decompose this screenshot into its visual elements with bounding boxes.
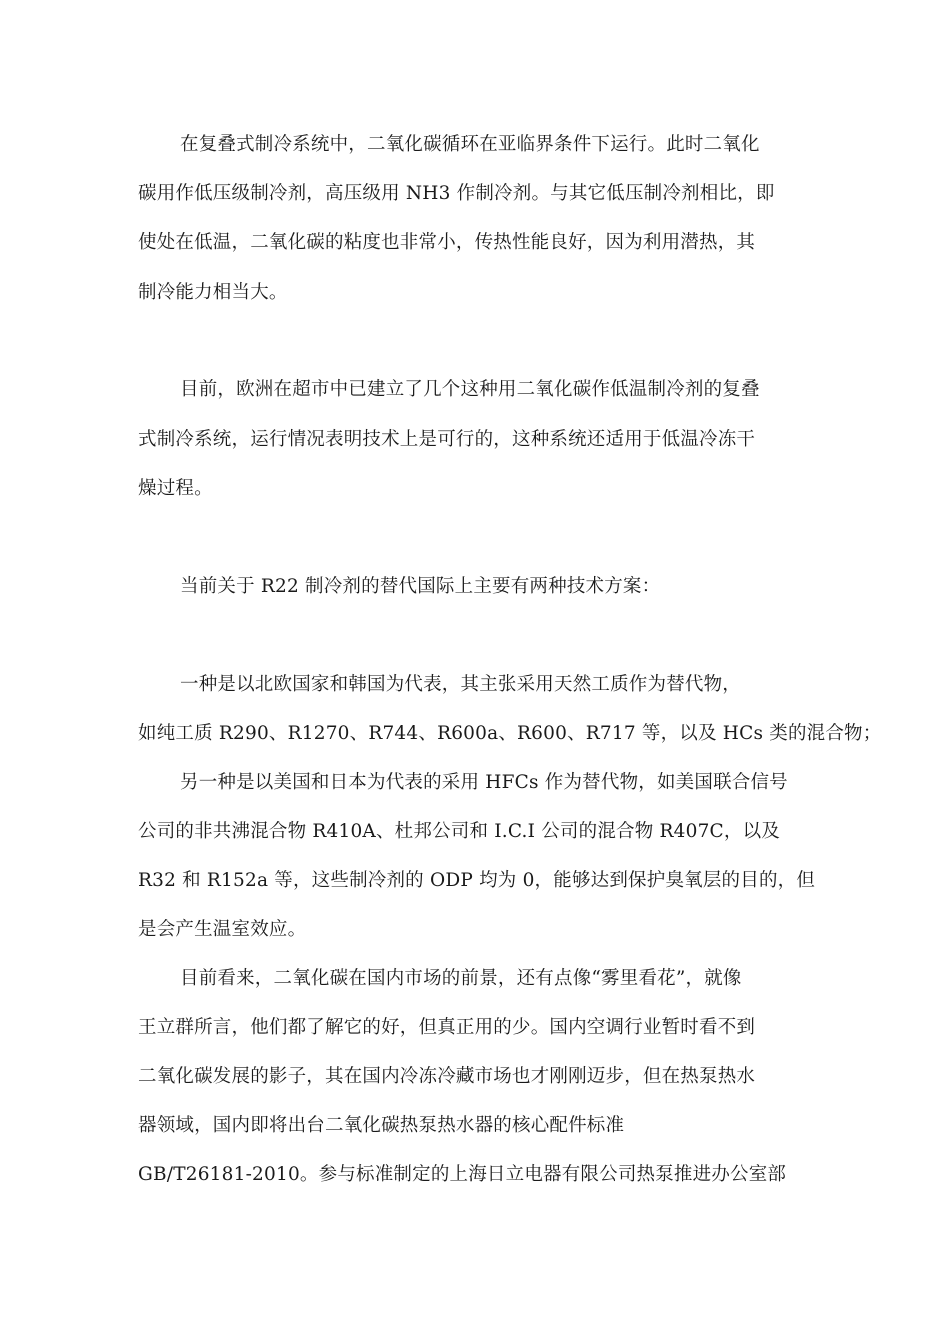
paragraph-6-line-3: 二氧化碳发展的影子，其在国内冷冻冷藏市场也才刚刚迈步，但在热泵热水 — [138, 1066, 756, 1087]
paragraph-1-line-2: 碳用作低压级制冷剂，高压级用 NH3 作制冷剂。与其它低压制冷剂相比，即 — [138, 183, 775, 204]
paragraph-6-line-5: GB/T26181-2010。参与标准制定的上海日立电器有限公司热泵推进办公室部 — [138, 1164, 787, 1185]
paragraph-1-line-1: 在复叠式制冷系统中，二氧化碳循环在亚临界条件下运行。此时二氧化 — [180, 134, 760, 155]
paragraph-2-line-3: 燥过程。 — [138, 478, 213, 499]
paragraph-6-line-2: 王立群所言，他们都了解它的好，但真正用的少。国内空调行业暂时看不到 — [138, 1017, 756, 1038]
paragraph-4-line-2: 如纯工质 R290、R1270、R744、R600a、R600、R717 等，以及 HCs 类的混合物； — [138, 723, 882, 744]
paragraph-1-line-4: 制冷能力相当大。 — [138, 282, 288, 303]
paragraph-2-line-2: 式制冷系统，运行情况表明技术上是可行的，这种系统还适用于低温冷冻干 — [138, 429, 756, 450]
paragraph-4-line-1: 一种是以北欧国家和韩国为代表，其主张采用天然工质作为替代物， — [180, 674, 742, 695]
paragraph-6-line-4: 器领域，国内即将出台二氧化碳热泵热水器的核心配件标准 — [138, 1115, 625, 1136]
paragraph-5-line-3: R32 和 R152a 等，这些制冷剂的 ODP 均为 0，能够达到保护臭氧层的目的，但 — [138, 870, 816, 891]
paragraph-5-line-1: 另一种是以美国和日本为代表的采用 HFCs 作为替代物，如美国联合信号 — [180, 772, 788, 793]
paragraph-6-line-1: 目前看来，二氧化碳在国内市场的前景，还有点像“雾里看花”，就像 — [180, 968, 742, 989]
paragraph-5-line-2: 公司的非共沸混合物 R410A、杜邦公司和 I.C.I 公司的混合物 R407C，以及 — [138, 821, 780, 842]
paragraph-2-line-1: 目前，欧洲在超市中已建立了几个这种用二氧化碳作低温制冷剂的复叠 — [180, 379, 760, 400]
paragraph-5-line-4: 是会产生温室效应。 — [138, 919, 307, 940]
paragraph-3-line-1: 当前关于 R22 制冷剂的替代国际上主要有两种技术方案： — [180, 576, 661, 597]
paragraph-1-line-3: 使处在低温，二氧化碳的粘度也非常小，传热性能良好，因为利用潜热，其 — [138, 232, 756, 253]
